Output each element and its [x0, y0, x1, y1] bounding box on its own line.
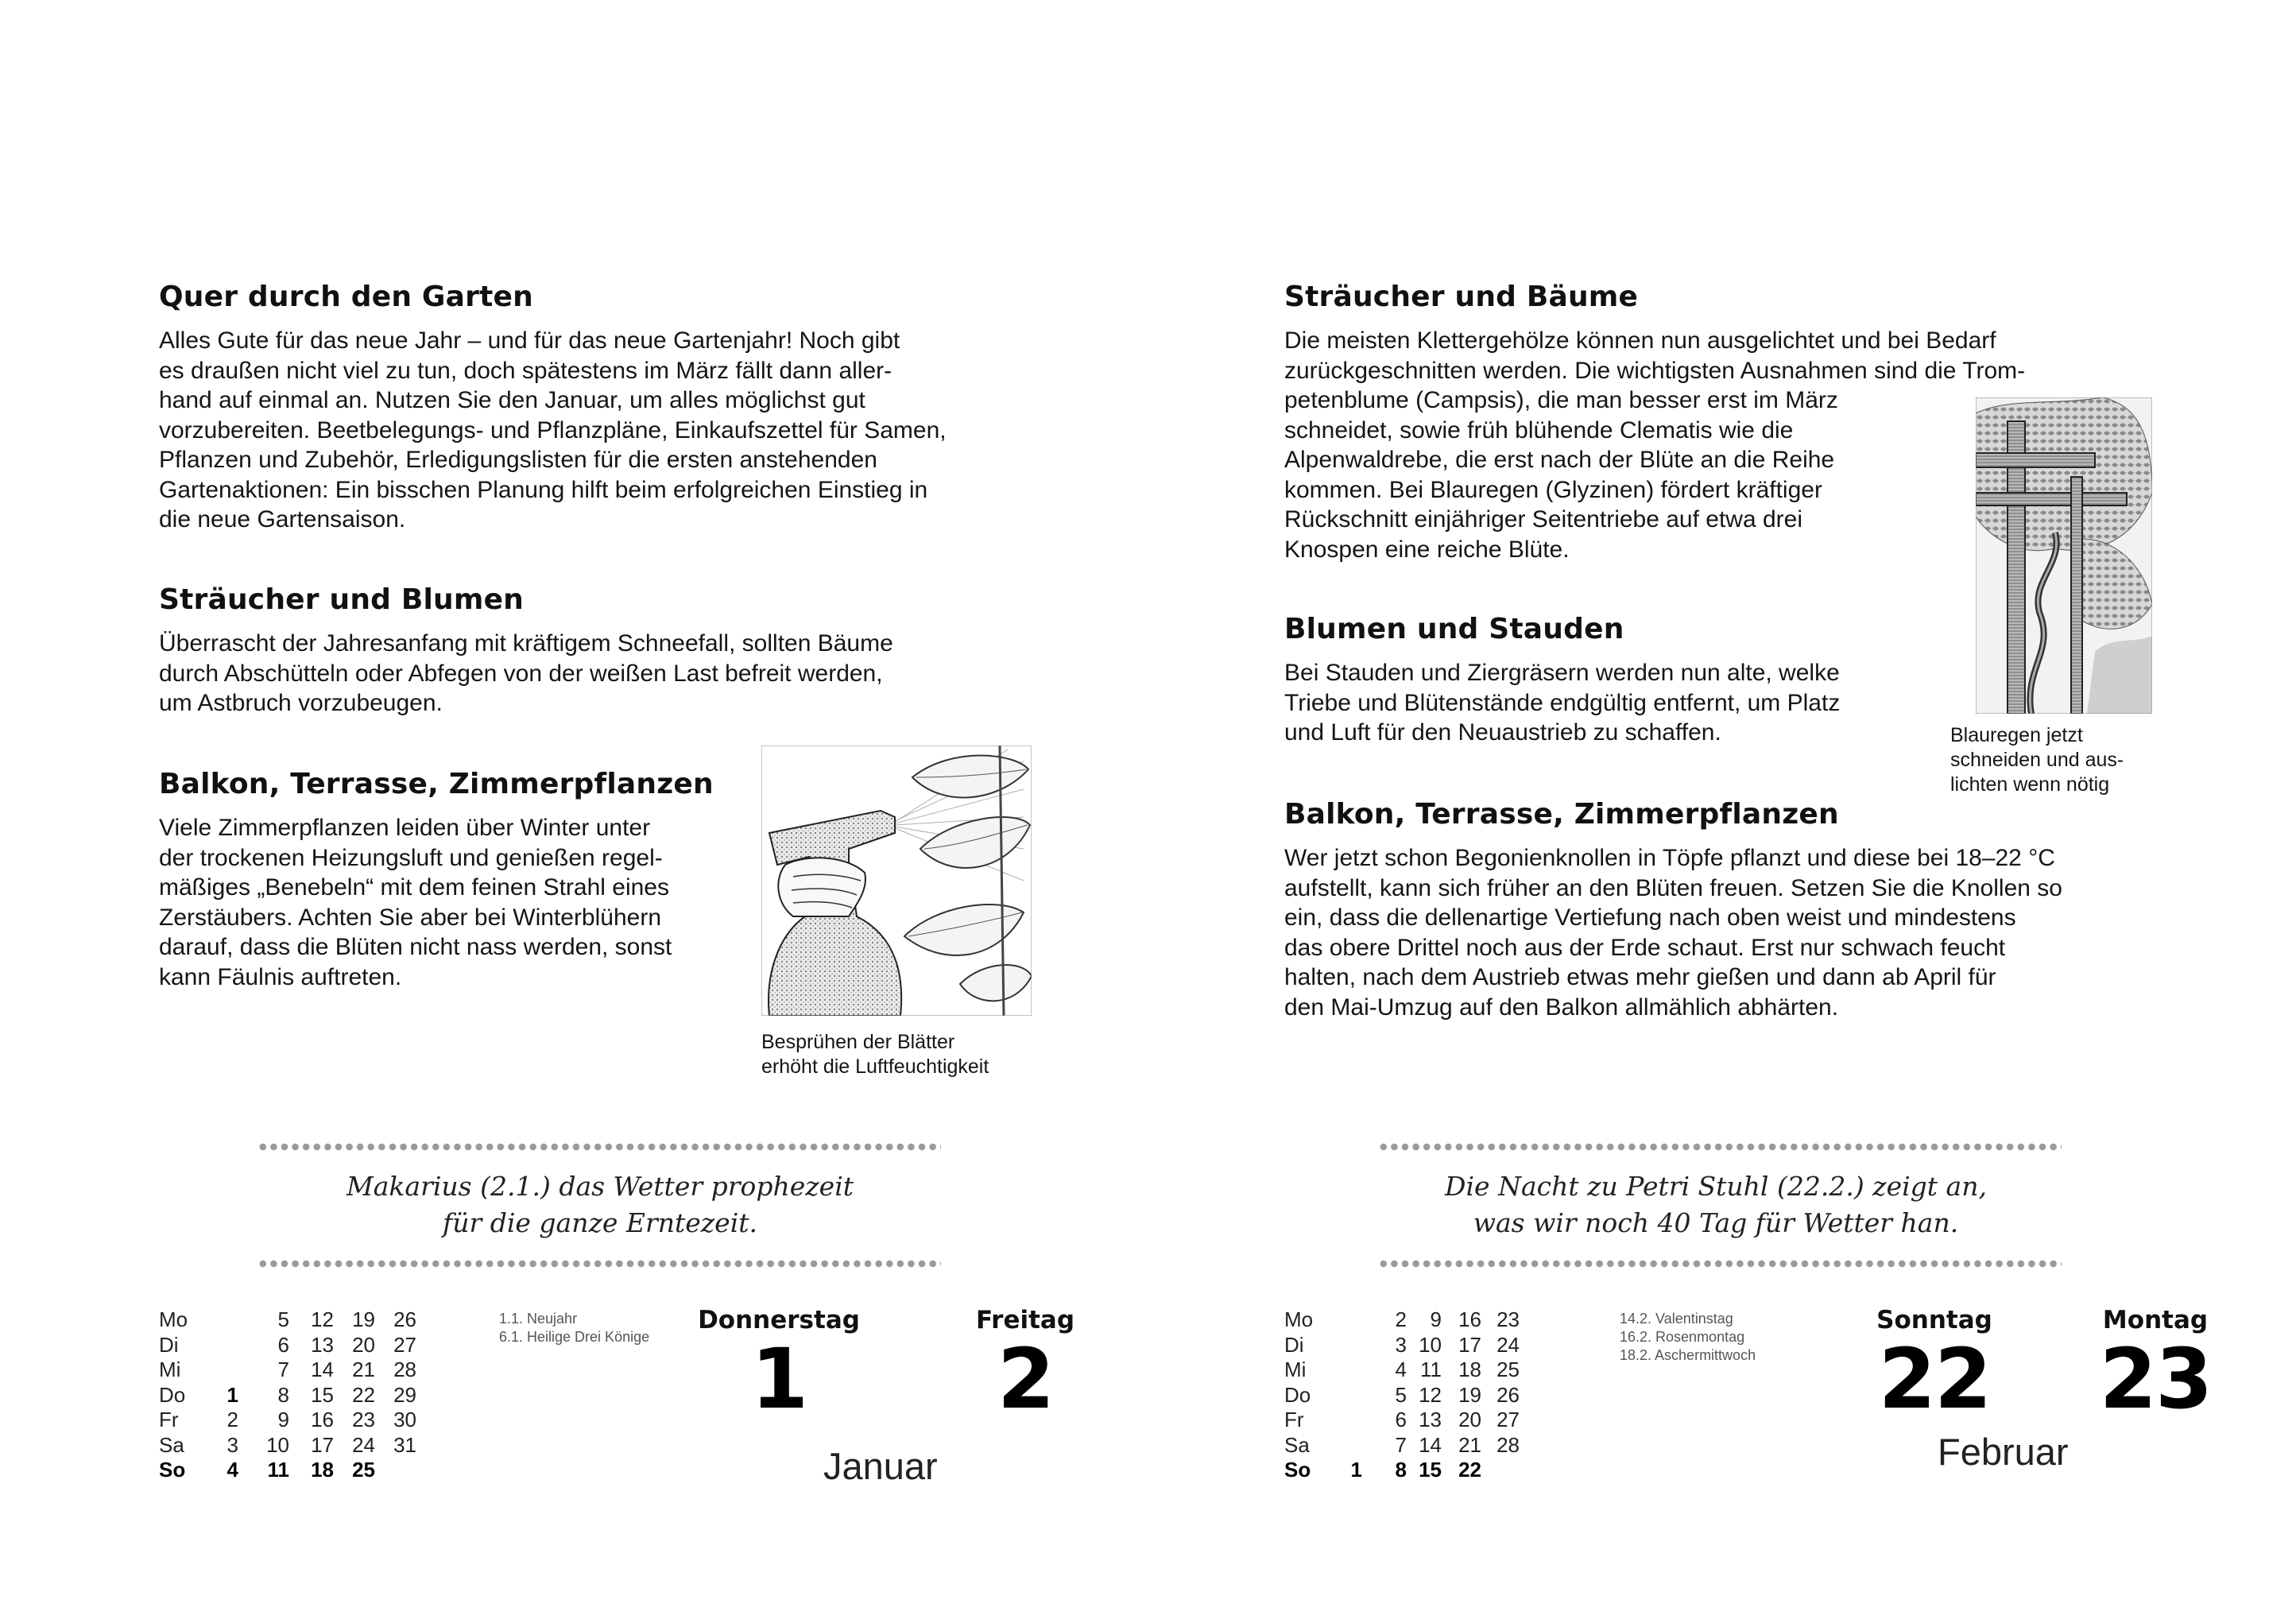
section-body: Überrascht der Jahresanfang mit kräftigem Schneefall, sollten Bäume durch Abschütteln oder Abfegen von der weißen Last befreit werden, um Astbruch vorzubeugen. — [159, 630, 893, 716]
day-block-1 — [683, 1305, 874, 1427]
weekday-label: Donnerstag — [698, 1306, 860, 1334]
spray-bottle-figure — [761, 746, 1032, 1111]
section-blumen-und-stauden — [1284, 612, 1920, 748]
holiday-item: 1.1. Neujahr — [499, 1311, 578, 1327]
section-title: Sträucher und Blumen — [159, 583, 525, 616]
calendar-row: Fr 6 13 20 27 — [1284, 1408, 1520, 1431]
calendar-row: Mo 2 9 16 23 — [1284, 1307, 1520, 1331]
calendar-row-sunday: So 1 8 15 22 — [1284, 1458, 1481, 1482]
section-body: Die meisten Klettergehölze können nun ausgelichtet und bei Bedarf zurückgeschnitten werden. Die wichtigsten Ausnahmen sind die Trom- petenblume (Campsis), die man besser erst im März schneidet, sowie früh blühende Clematis wie die Alpenwaldrebe, die erst nach der Blüte an die Reihe kommen. Bei Blauregen (Glyzinen) fördert kräftiger Rückschnitt einjähriger Seitentriebe auf etwa drei Knospen eine reiche Blüte. — [1284, 327, 2026, 563]
section-body: Viele Zimmerpflanzen leiden über Winter unter der trockenen Heizungsluft und genießen regel- mäßiges „Benebeln“ mit dem feinen Strahl eines Zerstäubers. Achten Sie aber bei Winterblühern darauf, dass die Blüten nicht nass werden, sonst kann Fäulnis auftreten. — [159, 815, 672, 990]
day-block-2 — [2060, 1305, 2251, 1427]
section-balkon-terrasse-zimmerpflanzen — [159, 767, 763, 992]
spray-bottle-illustration — [761, 746, 1032, 1016]
day-number: 2 — [997, 1331, 1054, 1427]
weekday-label: Sonntag — [1876, 1306, 1992, 1334]
section-title: Blumen und Stauden — [1284, 613, 1624, 645]
calendar-row: Mi 4 11 18 25 — [1284, 1358, 1520, 1381]
weather-saying: Die Nacht zu Petri Stuhl (22.2.) zeigt an, was wir noch 40 Tag für Wetter han. — [1445, 1171, 1987, 1238]
calendar-row: Do 5 12 19 26 — [1284, 1382, 1520, 1407]
holiday-list — [499, 1310, 690, 1346]
section-title: Sträucher und Bäume — [1284, 281, 1639, 313]
day-block-1 — [1839, 1305, 2030, 1427]
holiday-item: 6.1. Heilige Drei Könige — [499, 1329, 650, 1345]
holiday-list — [1620, 1310, 1810, 1365]
calendar-row: Di 6 13 20 27 — [159, 1332, 416, 1357]
section-balkon-terrasse-zimmerpflanzen — [1284, 797, 2174, 1022]
wisteria-figure — [1950, 397, 2157, 811]
weather-saying: Makarius (2.1.) das Wetter prophezeit für die ganze Erntezeit. — [346, 1171, 854, 1238]
dotted-divider-top — [1378, 1143, 2062, 1151]
figure-caption: Blauregen jetzt schneiden und aus- lichten wenn nötig — [1950, 724, 2124, 796]
section-straeucher-und-blumen — [159, 583, 1049, 719]
calendar-row: Do 1 8 15 22 29 — [159, 1382, 416, 1407]
mini-calendar — [1284, 1307, 1570, 1483]
figure-caption: Besprühen der Blätter erhöht die Luftfeuchtigkeit — [761, 1031, 989, 1078]
day-number: 1 — [750, 1331, 807, 1427]
section-body: Wer jetzt schon Begonienknollen in Töpfe pflanzt und diese bei 18–22 °C aufstellt, kann sich früher an den Blüten freuen. Setzen Sie die Knollen so ein, dass die dellenartige Vertiefung nach oben weist und mindestens das obere Drittel noch aus der Erde schaut. Erst nur schwach feucht halten, nach dem Austrieb etwas mehr gießen und dann ab April für den Mai-Umzug auf den Balkon allmählich abhärten. — [1284, 845, 2062, 1021]
section-body: Alles Gute für das neue Jahr – und für das neue Gartenjahr! Noch gibt es draußen nicht viel zu tun, doch spätestens im März fällt dann aller- hand auf einmal an. Nutzen Sie den Januar, um alles möglichst gut vorzubereiten. Beetbelegungs- und Pflanzpläne, Einkaufszettel für Samen, Pflanzen und Zubehör, Erledigungslisten für die ersten anstehenden Gartenaktionen: Ein bisschen Planung hilft beim erfolgreichen Einstieg in die neue Gartensaison. — [159, 327, 947, 533]
day-number: 23 — [2099, 1331, 2212, 1427]
holiday-item: 16.2. Rosenmontag — [1620, 1329, 1745, 1345]
calendar-row: Mi 7 14 21 28 — [159, 1358, 416, 1381]
month-label: Januar — [823, 1445, 938, 1487]
holiday-item: 18.2. Aschermittwoch — [1620, 1347, 1756, 1363]
section-quer-durch-den-garten — [159, 280, 1049, 535]
section-title: Balkon, Terrasse, Zimmerpflanzen — [1284, 798, 1839, 831]
calendar-row: Sa 7 14 21 28 — [1284, 1432, 1520, 1457]
section-title: Quer durch den Garten — [159, 281, 533, 313]
day-block-2 — [938, 1305, 1113, 1427]
calendar-row: Di 3 10 17 24 — [1284, 1332, 1520, 1357]
day-number: 22 — [1878, 1331, 1991, 1427]
calendar-row: Mo 5 12 19 26 — [159, 1307, 416, 1331]
dotted-divider-bottom — [257, 1260, 941, 1268]
section-body: Bei Stauden und Ziergräsern werden nun alte, welke Triebe und Blütenstände endgültig entfernt, um Platz und Luft für den Neuaustrieb zu schaffen. — [1284, 660, 1841, 746]
calendar-row: Sa 3 10 17 24 31 — [159, 1432, 416, 1457]
calendar-row: Fr 2 9 16 23 30 — [159, 1408, 416, 1431]
weekday-label: Freitag — [975, 1306, 1075, 1334]
dotted-divider-bottom — [1378, 1260, 2062, 1268]
right-page — [1148, 0, 2295, 1623]
section-title: Balkon, Terrasse, Zimmerpflanzen — [159, 768, 714, 800]
month-label: Februar — [1938, 1431, 2069, 1473]
wisteria-illustration — [1976, 397, 2152, 714]
mini-calendar — [159, 1307, 445, 1483]
calendar-row-sunday: So 4 11 18 25 — [159, 1458, 375, 1482]
dotted-divider-top — [257, 1143, 941, 1151]
weekday-label: Montag — [2102, 1306, 2209, 1334]
holiday-item: 14.2. Valentinstag — [1620, 1311, 1733, 1327]
